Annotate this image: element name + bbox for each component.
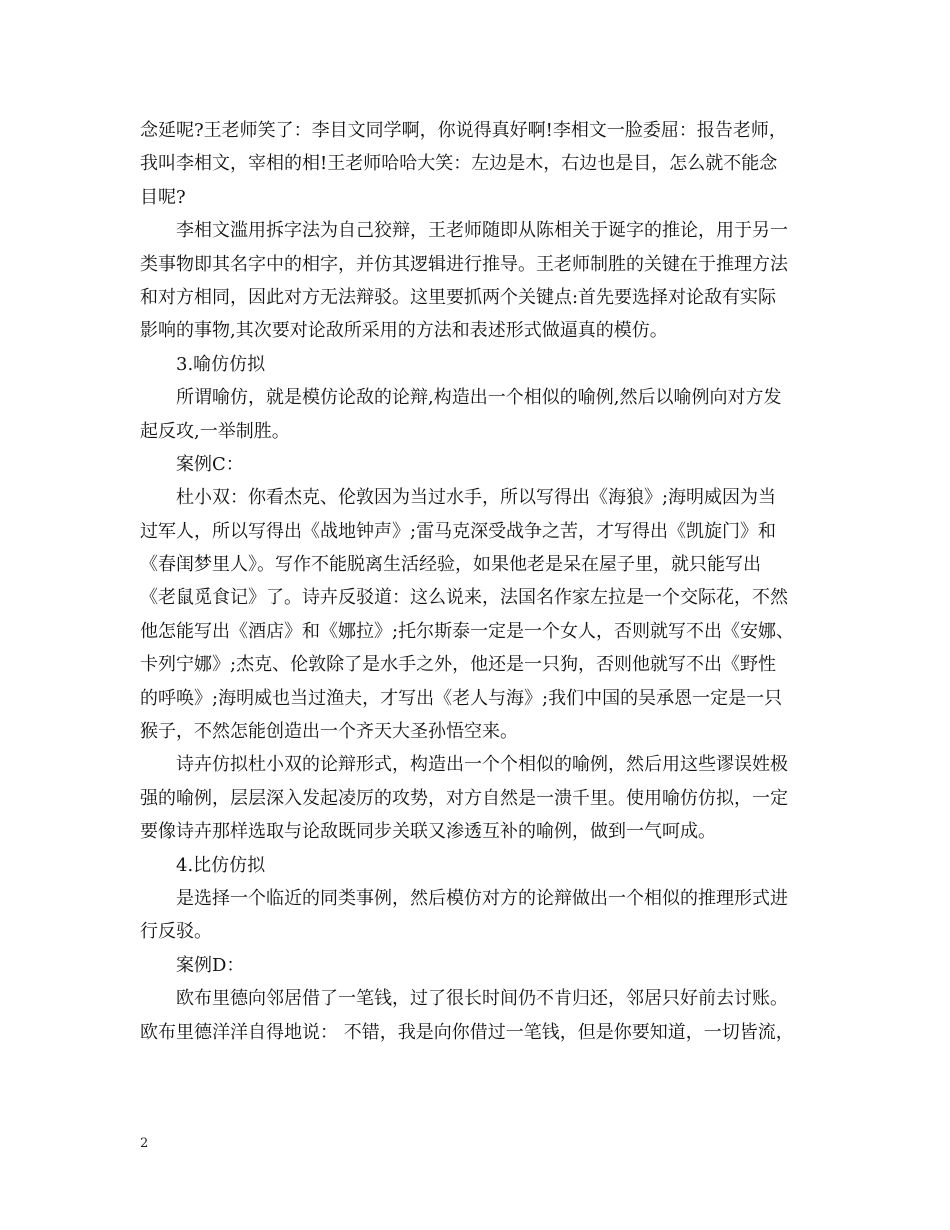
- text-line: 欧布里德向邻居借了一笔钱，过了很长时间仍不肯归还，邻居只好前去讨账。: [176, 988, 788, 1010]
- text-line: 是选择一个临近的同类事例，然后模仿对方的论辩做出一个相似的推理形式进: [176, 887, 788, 909]
- text-line: 杜小双：你看杰克、伦敦因为当过水手，所以写得出《海狼》;海明威因为当: [176, 487, 777, 509]
- text-line: 欧布里德洋洋自得地说： 不错，我是向你借过一笔钱，但是你要知道，一切皆流，: [140, 1021, 794, 1043]
- page-number: 2: [140, 1136, 149, 1151]
- text-line: 诗卉仿拟杜小双的论辩形式，构造出一个个相似的喻例，然后用这些谬误姓极: [176, 754, 788, 776]
- text-line: 他怎能写出《酒店》和《娜拉》;托尔斯泰一定是一个女人，否则就写不出《安娜、: [140, 620, 795, 642]
- text-line: 猴子，不然怎能创造出一个齐天大圣孙悟空来。: [140, 721, 518, 743]
- text-line: 行反驳。: [140, 921, 212, 943]
- text-line: 和对方相同，因此对方无法辩驳。这里要抓两个关键点:首先要选择对论敌有实际: [140, 286, 777, 308]
- text-line: 案例C：: [176, 453, 244, 475]
- text-line: 目呢?: [140, 186, 186, 208]
- text-line: 3.喻仿仿拟: [176, 353, 266, 375]
- text-line: 卡列宁娜》;杰克、伦敦除了是水手之外，他还是一只狗，否则他就写不出《野性: [140, 654, 777, 676]
- text-line: 影响的事物,其次要对论敌所采用的方法和表述形式做逼真的模仿。: [140, 320, 668, 342]
- text-line: 念延呢?王老师笑了：李目文同学啊，你说得真好啊!李相文一脸委屈：报告老师，: [140, 120, 787, 141]
- text-line: 的呼唤》;海明威也当过渔夫，才写出《老人与海》;我们中国的吴承恩一定是一只: [140, 687, 783, 709]
- text-line: 案例D：: [176, 954, 245, 976]
- body-text: [140, 114, 820, 1049]
- text-line: 强的喻例，层层深入发起凌厉的攻势，对方自然是一溃千里。使用喻仿仿拟，一定: [140, 787, 788, 809]
- text-line: 过军人，所以写得出《战地钟声》;雷马克深受战争之苦，才写得出《凯旋门》和: [140, 520, 777, 542]
- text-line: 起反攻,一举制胜。: [140, 420, 290, 442]
- text-line: 《老鼠觅食记》了。诗卉反驳道：这么说来，法国名作家左拉是一个交际花，不然: [140, 587, 788, 609]
- text-line: 4.比仿仿拟: [176, 854, 266, 876]
- text-line: 《春闺梦里人》。写作不能脱离生活经验，如果他老是呆在屋子里，就只能写出: [140, 554, 761, 576]
- text-line: 我叫李相文，宰相的相!王老师哈哈大笑：左边是木，右边也是目，怎么就不能念: [140, 153, 778, 175]
- text-line: 所谓喻仿，就是模仿论敌的论辩,构造出一个相似的喻例,然后以喻例向对方发: [176, 387, 782, 409]
- text-line: 李相文滥用拆字法为自己狡辩，王老师随即从陈相关于诞字的推论，用于另一: [176, 220, 788, 242]
- text-line: 要像诗卉那样选取与论敌既同步关联又渗透互补的喻例，做到一气呵成。: [140, 821, 716, 843]
- text-line: 类事物即其名字中的相字，并仿其逻辑进行推导。王老师制胜的关键在于推理方法: [140, 253, 788, 275]
